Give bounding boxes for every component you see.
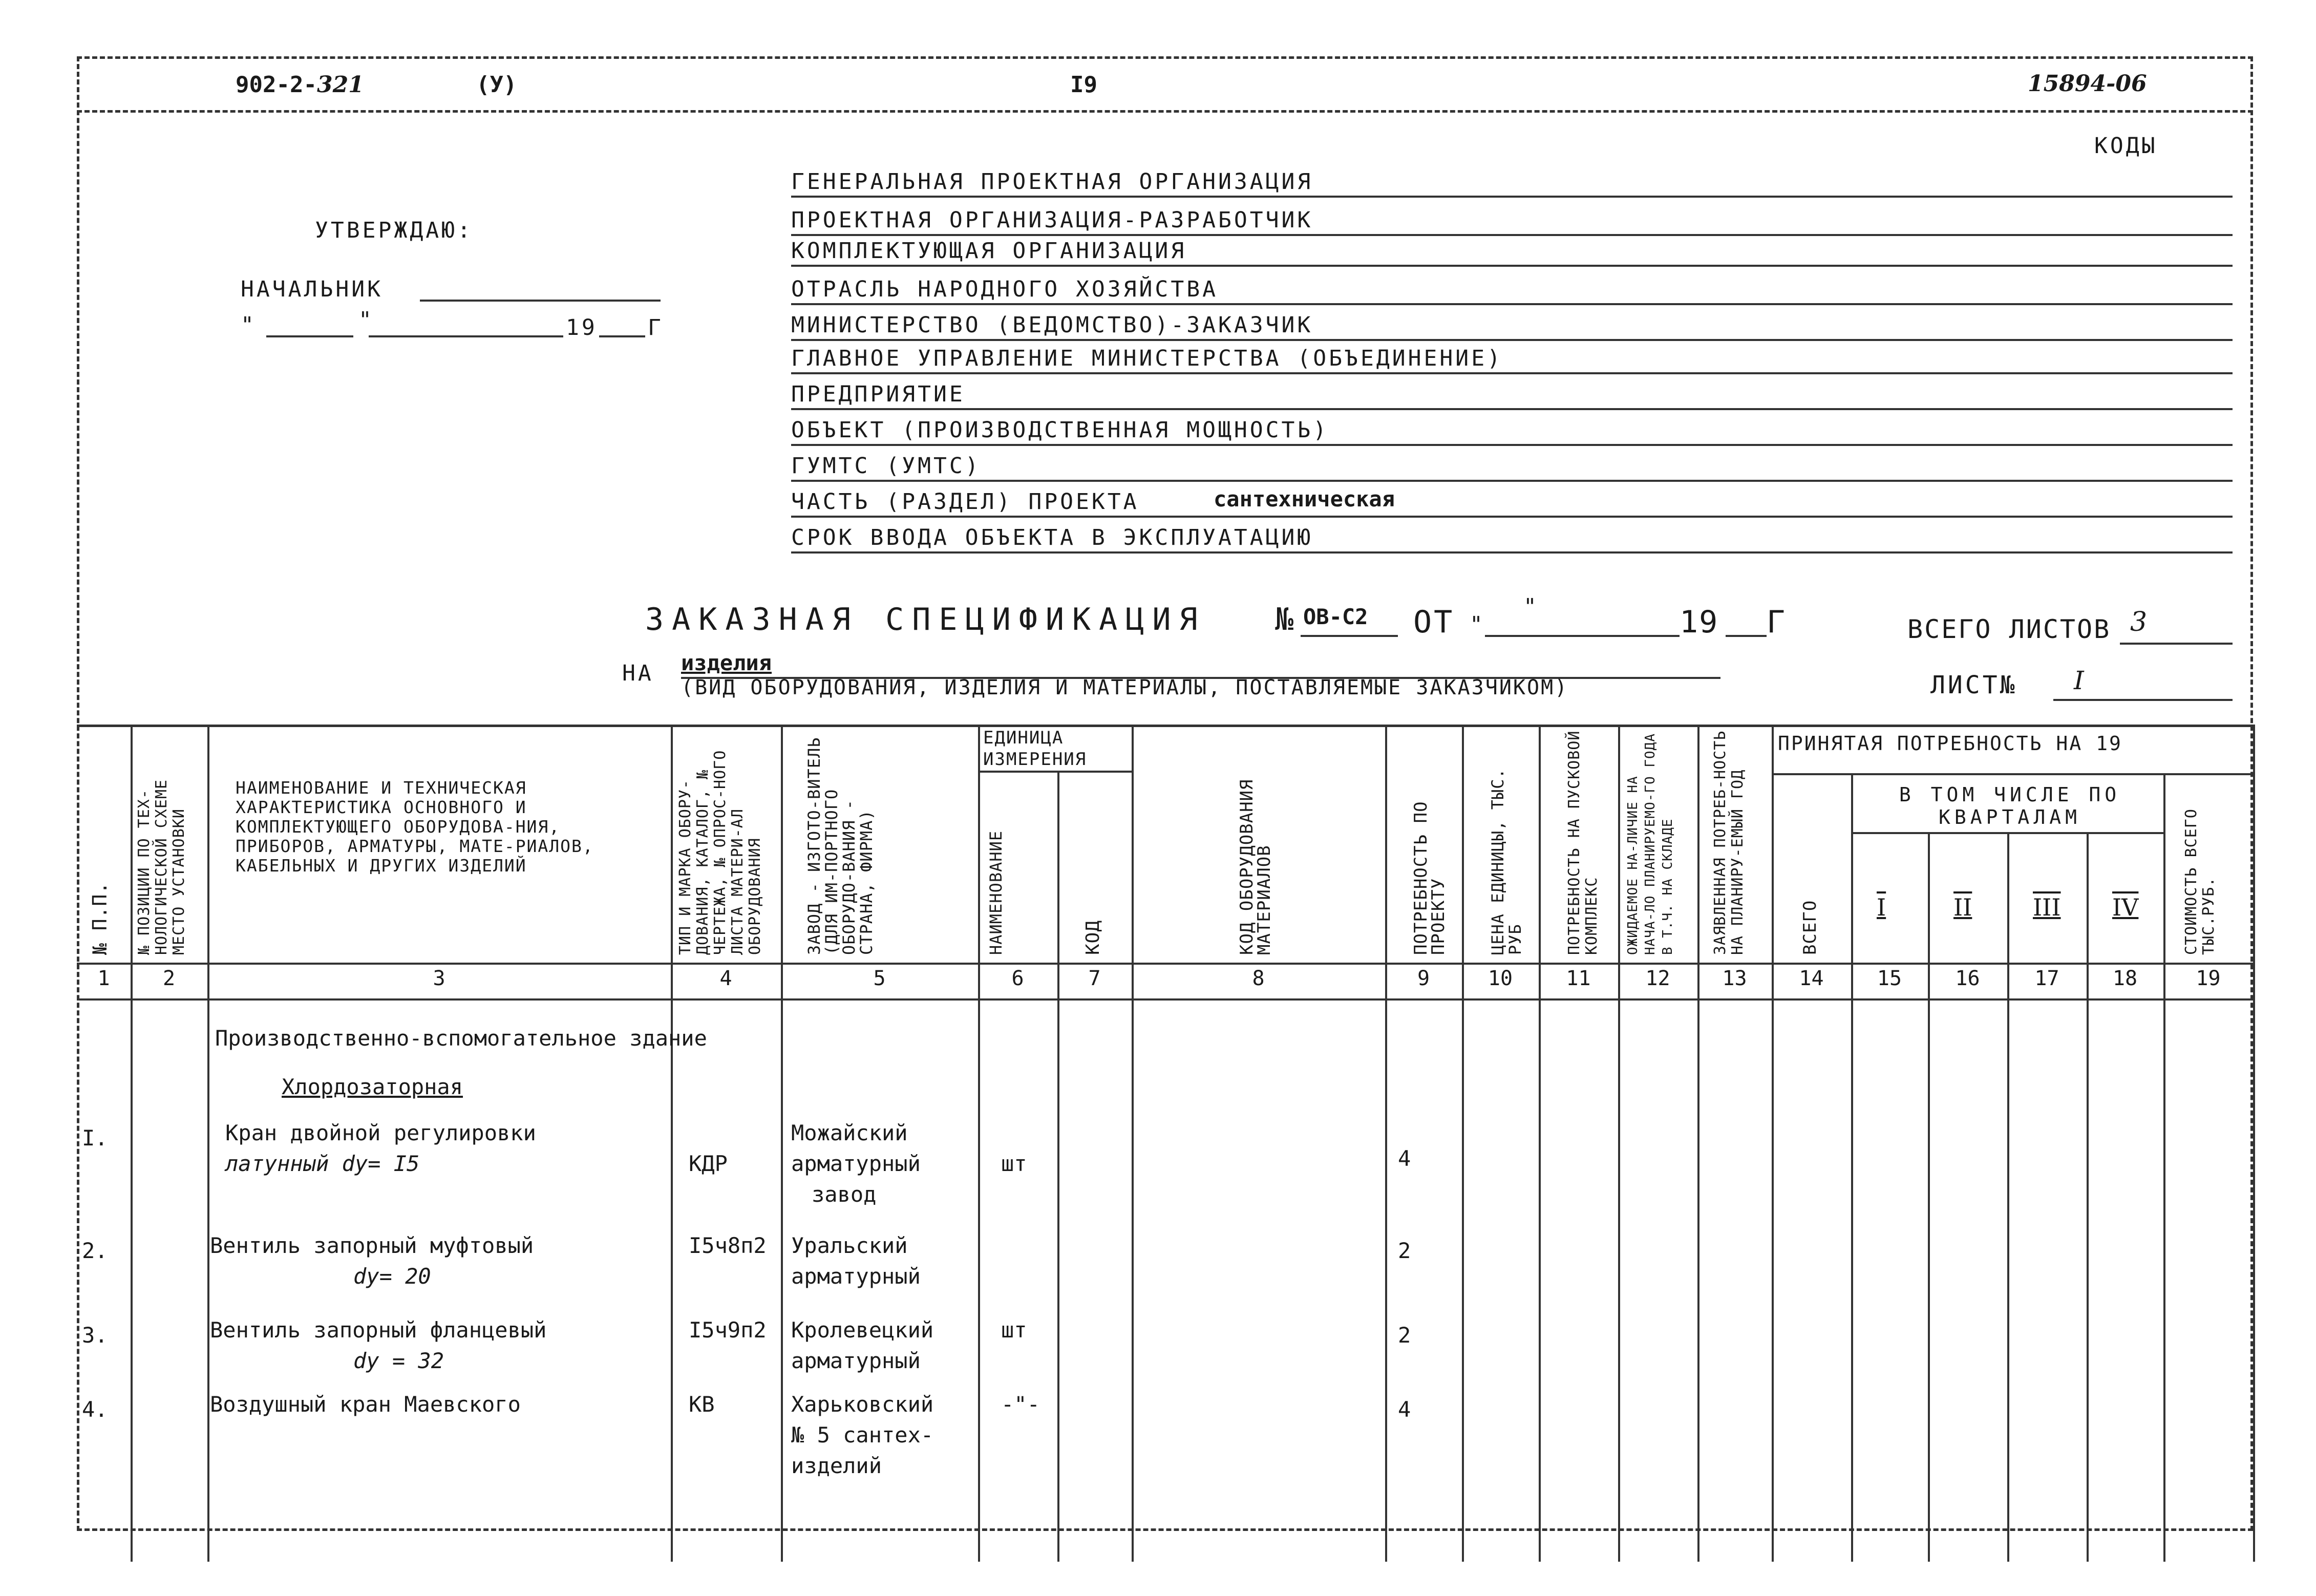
row-plant-line2: арматурный <box>791 1264 921 1289</box>
column-number: 19 <box>2196 967 2221 990</box>
column-number: 4 <box>719 967 732 990</box>
row-quantity: 4 <box>1398 1397 1411 1422</box>
table-column-border <box>1697 725 1699 1562</box>
row-plant-line2: арматурный <box>791 1348 921 1373</box>
column-header-c16: II <box>1953 893 1972 921</box>
form-line-underline <box>791 265 2233 267</box>
accepted-group-divider <box>1772 773 2253 775</box>
spec-on-label: НА <box>622 661 654 686</box>
form-line-label: ГЕНЕРАЛЬНАЯ ПРОЕКТНАЯ ОРГАНИЗАЦИЯ <box>791 169 1313 195</box>
section-room: Хлордозаторная <box>282 1074 463 1099</box>
row-unit: шт <box>1001 1317 1027 1343</box>
sheet-no-line <box>2053 699 2233 701</box>
row-name-detail: латунный dy= I5 <box>225 1151 420 1176</box>
row-number: 4. <box>82 1397 108 1422</box>
header-divider <box>77 110 2253 113</box>
column-number: 8 <box>1252 967 1265 990</box>
table-column-border <box>1618 725 1620 1562</box>
table-column-border <box>1132 725 1134 1562</box>
sheets-total-value: 3 <box>2130 607 2150 637</box>
sheet-no-label: ЛИСТ№ <box>1930 671 2017 699</box>
table-column-border <box>2087 832 2089 1562</box>
table-column-border <box>781 725 783 1562</box>
column-header-c10: ЦЕНА ЕДИНИЦЫ, ТЫС. РУБ <box>1488 768 1525 955</box>
table-column-border <box>1772 725 1774 1562</box>
row-number: I. <box>82 1125 108 1151</box>
row-type: КВ <box>689 1392 715 1417</box>
column-number: 12 <box>1645 967 1670 990</box>
approval-date-quote: " <box>241 312 257 338</box>
row-plant-line3: завод <box>812 1182 877 1207</box>
spec-no-line <box>1301 635 1398 637</box>
table-number-row-bottom <box>77 998 2253 1001</box>
row-name: Воздушный кран Маевского <box>210 1392 521 1417</box>
row-number: 2. <box>82 1238 108 1263</box>
approval-date-quote-close: " <box>358 307 374 333</box>
row-plant: Можайский <box>791 1120 908 1145</box>
sheets-total-line <box>2120 643 2233 645</box>
column-header-c17: III <box>2033 893 2061 921</box>
row-type: КДР <box>689 1151 728 1176</box>
row-name: Вентиль запорный муфтовый <box>210 1233 534 1258</box>
form-line-underline <box>791 408 2233 410</box>
column-header-c15: I <box>1877 893 1886 921</box>
chief-label: НАЧАЛЬНИК <box>241 276 383 302</box>
table-column-border <box>1385 725 1387 1562</box>
column-number: 16 <box>1955 967 1980 990</box>
column-number: 5 <box>873 967 886 990</box>
column-number: 17 <box>2034 967 2059 990</box>
approval-date-year: 19 <box>566 315 598 341</box>
form-line-label: ОБЪЕКТ (ПРОИЗВОДСТВЕННАЯ МОЩНОСТЬ) <box>791 417 1329 443</box>
approval-date-suffix: Г <box>648 315 664 341</box>
chief-signature-line <box>420 300 661 302</box>
form-line-label: ЧАСТЬ (РАЗДЕЛ) ПРОЕКТА <box>791 489 1139 515</box>
column-header-c11: ПОТРЕБНОСТЬ НА ПУСКОВОЙ КОМПЛЕКС <box>1565 730 1601 955</box>
form-line-value: сантехническая <box>1214 486 1395 512</box>
column-header-c1: № П.П. <box>89 881 111 955</box>
column-number: 18 <box>2112 967 2138 990</box>
table-column-border <box>131 725 133 1562</box>
table-column-border <box>1057 771 1059 1562</box>
column-number: 7 <box>1088 967 1101 990</box>
column-number: 9 <box>1417 967 1430 990</box>
column-header-c8: КОД ОБОРУДОВАНИЯ МАТЕРИАЛОВ <box>1237 779 1274 955</box>
column-header-c14: ВСЕГО <box>1800 900 1820 955</box>
spec-title: ЗАКАЗНАЯ СПЕЦИФИКАЦИЯ <box>645 602 1206 637</box>
table-column-border <box>2253 725 2255 1562</box>
row-number: 3. <box>82 1323 108 1348</box>
form-line-label: ГЛАВНОЕ УПРАВЛЕНИЕ МИНИСТЕРСТВА (ОБЪЕДИНЕНИЕ) <box>791 346 1503 371</box>
column-number: 6 <box>1011 967 1024 990</box>
form-line-underline <box>791 551 2233 554</box>
column-number: 3 <box>433 967 445 990</box>
form-line-label: МИНИСТЕРСТВО (ВЕДОМСТВО)-ЗАКАЗЧИК <box>791 312 1313 338</box>
column-header-c13: ЗАЯВЛЕННАЯ ПОТРЕБ-НОСТЬ НА ПЛАНИРУ-ЕМЫЙ ГОД <box>1711 730 1747 955</box>
form-line-underline <box>791 480 2233 482</box>
row-name: Вентиль запорный фланцевый <box>210 1317 547 1343</box>
approval-date-month-line <box>369 335 563 337</box>
column-header-c5: ЗАВОД - ИЗГОТО-ВИТЕЛЬ (ДЛЯ ИМ-ПОРТНОГО ОБОРУДО-ВАНИЯ - СТРАНА, ФИРМА) <box>804 737 876 955</box>
form-line-label: СРОК ВВОДА ОБЪЕКТА В ЭКСПЛУАТАЦИЮ <box>791 525 1313 550</box>
table-column-border <box>1851 773 1853 1562</box>
sheet-no-value: I <box>2074 666 2087 695</box>
table-header-bottom <box>77 963 2253 965</box>
column-header-c2: № ПОЗИЦИИ ПО ТЕХ-НОЛОГИЧЕСКОЙ СХЕМЕ МЕСТО УСТАНОВКИ <box>135 779 188 955</box>
form-line-label: ПРОЕКТНАЯ ОРГАНИЗАЦИЯ-РАЗРАБОТЧИК <box>791 207 1313 233</box>
form-line-underline <box>791 196 2233 198</box>
spec-from: ОТ <box>1413 604 1455 640</box>
spec-on-value: изделия <box>681 650 772 675</box>
column-number: 14 <box>1799 967 1824 990</box>
codes-label: КОДЫ <box>2094 133 2158 159</box>
form-line-underline <box>791 303 2233 305</box>
column-number: 15 <box>1877 967 1902 990</box>
section-building: Производственно-вспомогательное здание <box>215 1026 707 1051</box>
form-line-underline <box>791 516 2233 518</box>
approval-label: УТВЕРЖДАЮ: <box>315 218 473 243</box>
page-number: I9 <box>1070 72 1097 98</box>
row-unit: шт <box>1001 1151 1027 1176</box>
column-header-c9: ПОТРЕБНОСТЬ ПО ПРОЕКТУ <box>1411 801 1449 955</box>
spec-year: 19 <box>1680 604 1719 640</box>
column-header-c12: ОЖИДАЕМОЕ НА-ЛИЧИЕ НА НАЧА-ЛО ПЛАНИРУЕМО-ГО ГОДА В Т.Ч. НА СКЛАДЕ <box>1625 733 1675 955</box>
spec-date-quote-close: " <box>1523 594 1539 620</box>
column-number: 10 <box>1488 967 1513 990</box>
column-number: 2 <box>162 967 176 990</box>
table-column-border <box>2007 832 2009 1562</box>
table-top-border <box>77 725 2253 727</box>
column-header-quarters: В ТОМ ЧИСЛЕ ПО КВАРТАЛАМ <box>1899 783 2121 828</box>
column-header-c19: СТОИМОСТЬ ВСЕГО ТЫС.РУБ. <box>2182 808 2218 955</box>
spec-on-hint: (ВИД ОБОРУДОВАНИЯ, ИЗДЕЛИЯ И МАТЕРИАЛЫ, ПОСТАВЛЯЕМЫЕ ЗАКАЗЧИКОМ) <box>681 676 1569 699</box>
form-line-label: ГУМТС (УМТС) <box>791 453 981 479</box>
approval-date-day-line <box>266 335 353 337</box>
table-column-border <box>1462 725 1464 1562</box>
table-column-border <box>978 725 980 1562</box>
spec-no-value: ОВ-С2 <box>1303 604 1368 629</box>
row-plant-line2: № 5 сантех- <box>791 1422 934 1448</box>
row-type: I5ч8п2 <box>689 1233 767 1258</box>
sheets-total-label: ВСЕГО ЛИСТОВ <box>1907 614 2111 644</box>
table-column-border <box>1539 725 1541 1562</box>
row-name: Кран двойной регулировки <box>225 1120 536 1145</box>
table-column-border <box>1928 832 1930 1562</box>
row-plant: Уральский <box>791 1233 908 1258</box>
spec-date-line <box>1485 635 1680 637</box>
column-header-accepted: ПРИНЯТАЯ ПОТРЕБНОСТЬ НА 19 <box>1778 732 2122 755</box>
form-line-underline <box>791 339 2233 341</box>
spec-no-label: № <box>1275 602 1295 637</box>
column-header-c18: IV <box>2112 893 2139 921</box>
form-line-underline <box>791 234 2233 236</box>
column-header-c6: НАИМЕНОВАНИЕ <box>986 830 1006 955</box>
inventory-number: 15894-06 <box>2028 71 2147 97</box>
row-plant-line3: изделий <box>791 1453 882 1478</box>
column-number: 1 <box>97 967 110 990</box>
row-plant: Кролевецкий <box>791 1317 934 1343</box>
column-header-unit: ЕДИНИЦА ИЗМЕРЕНИЯ <box>983 728 1087 770</box>
column-number: 13 <box>1722 967 1747 990</box>
row-plant-line2: арматурный <box>791 1151 921 1176</box>
row-type: I5ч9п2 <box>689 1317 767 1343</box>
column-header-c3: НАИМЕНОВАНИЕ И ТЕХНИЧЕСКАЯ ХАРАКТЕРИСТИКА ОСНОВНОГО И КОМПЛЕКТУЮЩЕГО ОБОРУДОВА-НИЯ, ПРИБОРОВ, АРМАТУРЫ, МАТЕ-РИАЛОВ, КАБЕЛЬНЫХ И ДРУГИХ ИЗДЕЛИЙ <box>236 778 594 876</box>
row-unit: -"- <box>1001 1392 1040 1417</box>
form-line-underline <box>791 372 2233 374</box>
row-quantity: 4 <box>1398 1146 1411 1171</box>
form-line-label: КОМПЛЕКТУЮЩАЯ ОРГАНИЗАЦИЯ <box>791 238 1187 264</box>
row-plant: Харьковский <box>791 1392 934 1417</box>
approval-date-year-line <box>599 335 645 337</box>
spec-date-quote: " <box>1470 612 1485 637</box>
spec-year-suffix: Г <box>1767 604 1787 640</box>
table-column-border <box>2163 773 2165 1562</box>
column-header-c4: ТИП И МАРКА ОБОРУ-ДОВАНИЯ, КАТАЛОГ, № ЧЕРТЕЖА, № ОПРОС-НОГО ЛИСТА МАТЕРИ-АЛ ОБОРУДОВАНИЯ <box>676 750 764 955</box>
table-column-border <box>671 725 673 1562</box>
table-column-border <box>207 725 209 1562</box>
doc-code-handwritten: 321 <box>316 72 364 98</box>
row-quantity: 2 <box>1398 1323 1411 1348</box>
doc-code: 902-2-321 <box>236 72 364 98</box>
row-quantity: 2 <box>1398 1238 1411 1263</box>
form-line-label: ОТРАСЛЬ НАРОДНОГО ХОЗЯЙСТВА <box>791 276 1218 302</box>
row-name-detail: dy = 32 <box>353 1348 444 1373</box>
form-line-label: ПРЕДПРИЯТИЕ <box>791 381 965 407</box>
row-name-detail: dy= 20 <box>353 1264 431 1289</box>
doc-mark: (У) <box>476 72 517 98</box>
column-header-c7: КОД <box>1082 920 1103 955</box>
form-line-underline <box>791 444 2233 446</box>
column-number: 11 <box>1566 967 1591 990</box>
spec-year-line <box>1726 635 1767 637</box>
